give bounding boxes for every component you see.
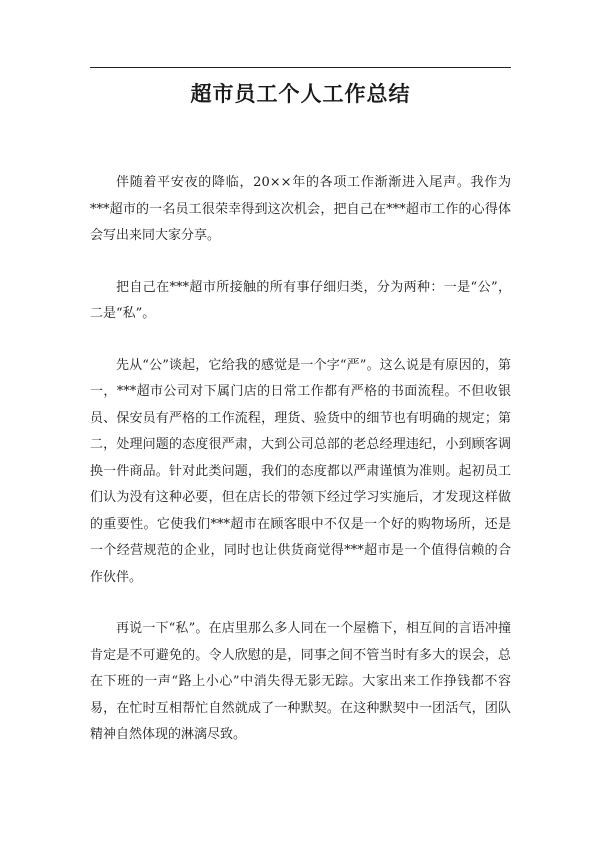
header-rule [90,67,511,68]
paragraph-private: 再说一下“私”。在店里那么多人同在一个屋檐下，相互间的言语冲撞肯定是不可避免的。令人欣慰的是，同事之间不管当时有多大的误会，总在下班的一声“路上小心”中消失得无影无踪。大家出来工作挣钱都不容易，在忙时互相帮忙自然就成了一种默契。在这种默契中一团活气，团队精神自然体现的淋漓尽致。 [90,621,511,742]
document-title: 超市员工个人工作总结 [190,82,411,106]
paragraph-intro: 伴随着平安夜的降临，20××年的各项工作渐渐进入尾声。我作为***超市的一名员工很荣幸得到这次机会，把自己在***超市工作的心得体会写出来同大家分享。 [90,175,511,243]
paragraph-public: 先从“公”谈起，它给我的感觉是一个字“严”。这么说是有原因的，第一，***超市公司对下属门店的日常工作都有严格的书面流程。不但收银员、保安员有严格的工作流程，理货、验货中的细节也有明确的规定；第二，处理问题的态度很严肃，大到公司总部的老总经理违纪，小到顾客调换一件商品。针对此类问题，我们的态度都以严肃谨慎为准则。起初员工们认为没有这种必要，但在店长的带领下经过学习实施后，才发现这样做的重要性。它使我们***超市在顾客眼中不仅是一个好的购物场所，还是一个经营规范的企业，同时也让供货商觉得***超市是一个值得信赖的合作伙伴。 [90,357,511,585]
paragraph-categories: 把自己在***超市所接触的所有事仔细归类，分为两种：一是“公”，二是“私”。 [90,279,511,321]
document-body [90,170,511,774]
